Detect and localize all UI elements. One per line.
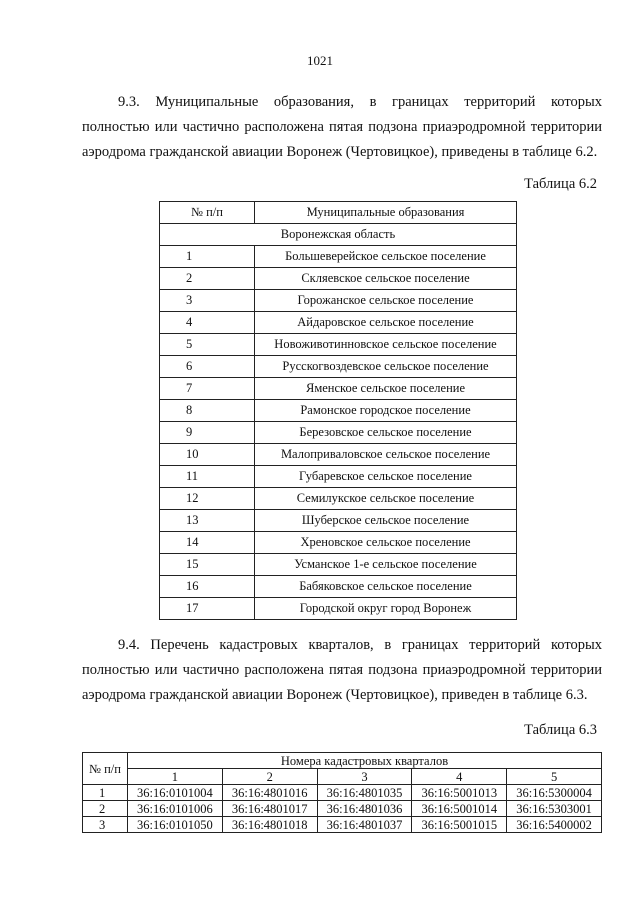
paragraph-9-4 (82, 633, 602, 708)
cadastral-quarter-cell: 36:16:4801018 (222, 817, 317, 833)
table-row (160, 532, 517, 554)
table-row (83, 801, 602, 817)
row-number-cell: 11 (160, 466, 255, 488)
row-number-cell: 2 (83, 801, 128, 817)
cadastral-quarter-cell: 36:16:5300004 (507, 785, 602, 801)
row-number-cell: 5 (160, 334, 255, 356)
municipality-cell: Шуберское сельское поселение (255, 510, 517, 532)
table-row (160, 312, 517, 334)
cadastral-quarter-cell: 36:16:5303001 (507, 801, 602, 817)
row-number-cell: 2 (160, 268, 255, 290)
column-number-cell: 3 (317, 769, 412, 785)
cadastral-quarter-cell: 36:16:4801017 (222, 801, 317, 817)
row-number-cell: 10 (160, 444, 255, 466)
paragraph-9-3 (82, 90, 602, 165)
table-6-2-caption: Таблица 6.2 (524, 176, 597, 192)
municipality-cell: Малоприваловское сельское поселение (255, 444, 517, 466)
municipality-cell: Русскогвоздевское сельское поселение (255, 356, 517, 378)
municipality-cell: Бабяковское сельское поселение (255, 576, 517, 598)
paragraph-line: полностью или частично расположена пятая подзона приаэродромной территории (82, 119, 602, 135)
cadastral-quarter-cell: 36:16:4801036 (317, 801, 412, 817)
table-row (160, 598, 517, 620)
row-number-cell: 9 (160, 422, 255, 444)
table-header-row (160, 202, 517, 224)
column-number-cell: 5 (507, 769, 602, 785)
table-row (160, 378, 517, 400)
table-row (160, 466, 517, 488)
row-number-cell: 8 (160, 400, 255, 422)
table-row (160, 422, 517, 444)
municipality-cell: Городской округ город Воронеж (255, 598, 517, 620)
cadastral-quarter-cell: 36:16:0101006 (128, 801, 223, 817)
paragraph-line: 9.4. Перечень кадастровых кварталов, в границах территорий которых (118, 637, 602, 653)
paragraph-line: аэродрома гражданской авиации Воронеж (Чертовицкое), приведен в таблице 6.3. (82, 687, 588, 703)
row-number-cell: 14 (160, 532, 255, 554)
table-6-3-caption: Таблица 6.3 (524, 722, 597, 738)
table-row (160, 290, 517, 312)
column-number-cell: 4 (412, 769, 507, 785)
municipality-cell: Новоживотинновское сельское поселение (255, 334, 517, 356)
row-number-cell: 16 (160, 576, 255, 598)
row-number-cell: 4 (160, 312, 255, 334)
column-number-cell: 1 (128, 769, 223, 785)
municipality-cell: Большеверейское сельское поселение (255, 246, 517, 268)
municipality-cell: Айдаровское сельское поселение (255, 312, 517, 334)
paragraph-line: 9.3. Муниципальные образования, в границах территорий которых (118, 94, 602, 110)
row-number-cell: 13 (160, 510, 255, 532)
region-cell: Воронежская область (160, 224, 517, 246)
page-number: 1021 (307, 53, 333, 68)
cadastral-quarter-cell: 36:16:0101050 (128, 817, 223, 833)
row-number-cell: 1 (83, 785, 128, 801)
cadastral-quarter-cell: 36:16:5001013 (412, 785, 507, 801)
row-number-cell: 15 (160, 554, 255, 576)
row-number-cell: 12 (160, 488, 255, 510)
municipality-cell: Яменское сельское поселение (255, 378, 517, 400)
paragraph-line: полностью или частично расположена пятая подзона приаэродромной территории (82, 662, 602, 678)
table-row (83, 817, 602, 833)
table-6-2 (159, 201, 517, 620)
municipality-cell: Семилукское сельское поселение (255, 488, 517, 510)
table-row (160, 576, 517, 598)
column-number-row (83, 769, 602, 785)
table-row (160, 400, 517, 422)
cadastral-quarter-cell: 36:16:5001014 (412, 801, 507, 817)
cadastral-quarter-cell: 36:16:5001015 (412, 817, 507, 833)
municipality-cell: Губаревское сельское поселение (255, 466, 517, 488)
column-number-cell: 2 (222, 769, 317, 785)
row-number-cell: 1 (160, 246, 255, 268)
table-6-3 (82, 752, 602, 833)
region-row (160, 224, 517, 246)
table-row (83, 785, 602, 801)
municipality-cell: Березовское сельское поселение (255, 422, 517, 444)
table-row (160, 554, 517, 576)
table-row (160, 246, 517, 268)
table-row (160, 356, 517, 378)
row-number-cell: 7 (160, 378, 255, 400)
municipality-cell: Хреновское сельское поселение (255, 532, 517, 554)
row-number-cell: 3 (83, 817, 128, 833)
cadastral-quarter-cell: 36:16:4801037 (317, 817, 412, 833)
cadastral-quarter-cell: 36:16:0101004 (128, 785, 223, 801)
table-row (160, 268, 517, 290)
municipality-cell: Скляевское сельское поселение (255, 268, 517, 290)
column-header-number: № п/п (160, 202, 255, 224)
paragraph-line: аэродрома гражданской авиации Воронеж (Чертовицкое), приведены в таблице 6.2. (82, 144, 598, 160)
row-number-cell: 3 (160, 290, 255, 312)
table-header-row (83, 753, 602, 769)
table-row (160, 488, 517, 510)
municipality-cell: Горожанское сельское поселение (255, 290, 517, 312)
column-header-group: Номера кадастровых кварталов (128, 753, 602, 769)
table-row (160, 444, 517, 466)
table-row (160, 334, 517, 356)
row-number-cell: 17 (160, 598, 255, 620)
row-number-cell: 6 (160, 356, 255, 378)
cadastral-quarter-cell: 36:16:5400002 (507, 817, 602, 833)
table-row (160, 510, 517, 532)
column-header-municipalities: Муниципальные образования (255, 202, 517, 224)
municipality-cell: Усманское 1-е сельское поселение (255, 554, 517, 576)
column-header-number: № п/п (83, 753, 128, 785)
cadastral-quarter-cell: 36:16:4801035 (317, 785, 412, 801)
cadastral-quarter-cell: 36:16:4801016 (222, 785, 317, 801)
municipality-cell: Рамонское городское поселение (255, 400, 517, 422)
